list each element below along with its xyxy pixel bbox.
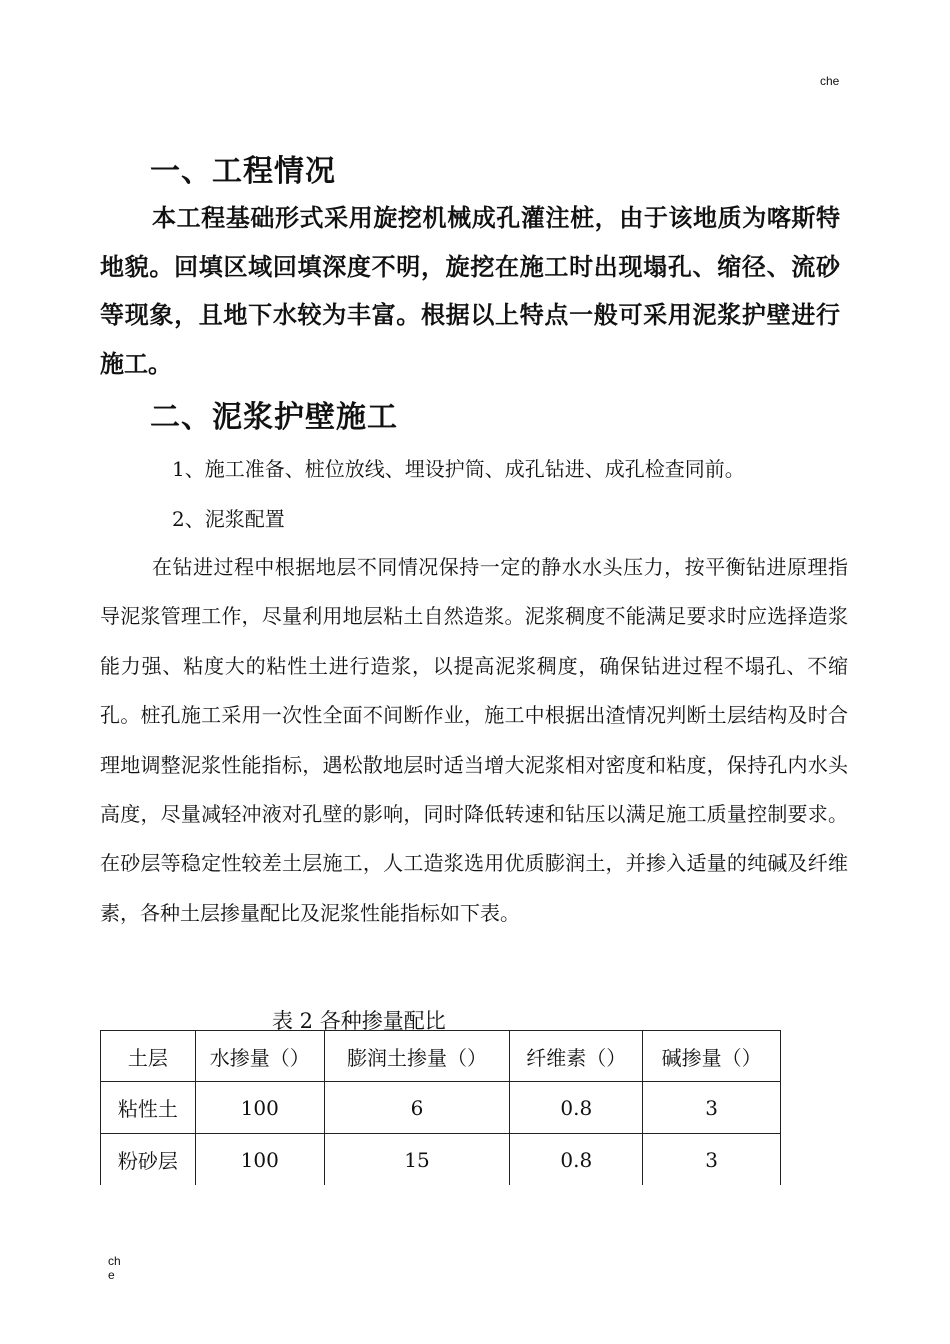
table-cell: 3 — [643, 1082, 781, 1134]
section-1-heading: 一、工程情况 — [150, 154, 336, 189]
section-2-paragraph: 在钻进过程中根据地层不同情况保持一定的静水水头压力，按平衡钻进原理指导泥浆管理工作，尽量利用地层粘土自然造浆。泥浆稠度不能满足要求时应选择造浆能力强、粘度大的粘性土进行造浆，以提高泥浆稠度，确保钻进过程不塌孔、不缩孔。桩孔施工采用一次性全面不间断作业，施工中根据出渣情况判断土层结构及时合理地调整泥浆性能指标，遇松散地层时适当增大泥浆相对密度和粘度，保持孔内水头高度，尽量减轻冲液对孔壁的影响，同时降低转速和钻压以满足施工质量控制要求。在砂层等稳定性较差土层施工，人工造浆选用优质膨润土，并掺入适量的纯碱及纤维素，各种土层掺量配比及泥浆性能指标如下表。 — [100, 555, 848, 925]
table-cell: 粘性土 — [101, 1082, 196, 1134]
list-item-1: 1、施工准备、桩位放线、埋设护筒、成孔钻进、成孔检查同前。 — [172, 457, 745, 481]
table-header-row — [101, 1031, 781, 1082]
table-row — [101, 1134, 781, 1186]
table-cell: 0.8 — [510, 1134, 643, 1186]
section-1-paragraph: 本工程基础形式采用旋挖机械成孔灌注桩，由于该地质为喀斯特地貌。回填区域回填深度不明，旋挖在施工时出现塌孔、缩径、流砂等现象，且地下水较为丰富。根据以上特点一般可采用泥浆护壁进行施工。 — [100, 204, 840, 379]
section-2-heading: 二、泥浆护壁施工 — [150, 400, 398, 435]
column-header: 水掺量（） — [195, 1031, 324, 1082]
table-cell: 粉砂层 — [101, 1134, 196, 1186]
table-cell: 6 — [324, 1082, 510, 1134]
column-header: 纤维素（） — [510, 1031, 643, 1082]
table-cell: 100 — [195, 1082, 324, 1134]
table-cell: 0.8 — [510, 1082, 643, 1134]
column-header: 土层 — [101, 1031, 196, 1082]
page-header-mark: che — [820, 74, 840, 88]
list-item-2: 2、泥浆配置 — [172, 507, 285, 531]
table-caption: 表 2 各种掺量配比 — [272, 1009, 446, 1033]
table-row — [101, 1082, 781, 1134]
table-cell: 15 — [324, 1134, 510, 1186]
column-header: 膨润土掺量（） — [324, 1031, 510, 1082]
table-cell: 3 — [643, 1134, 781, 1186]
page-footer-mark: che — [108, 1254, 121, 1282]
table-cell: 100 — [195, 1134, 324, 1186]
mix-ratio-table — [100, 1030, 781, 1185]
column-header: 碱掺量（） — [643, 1031, 781, 1082]
